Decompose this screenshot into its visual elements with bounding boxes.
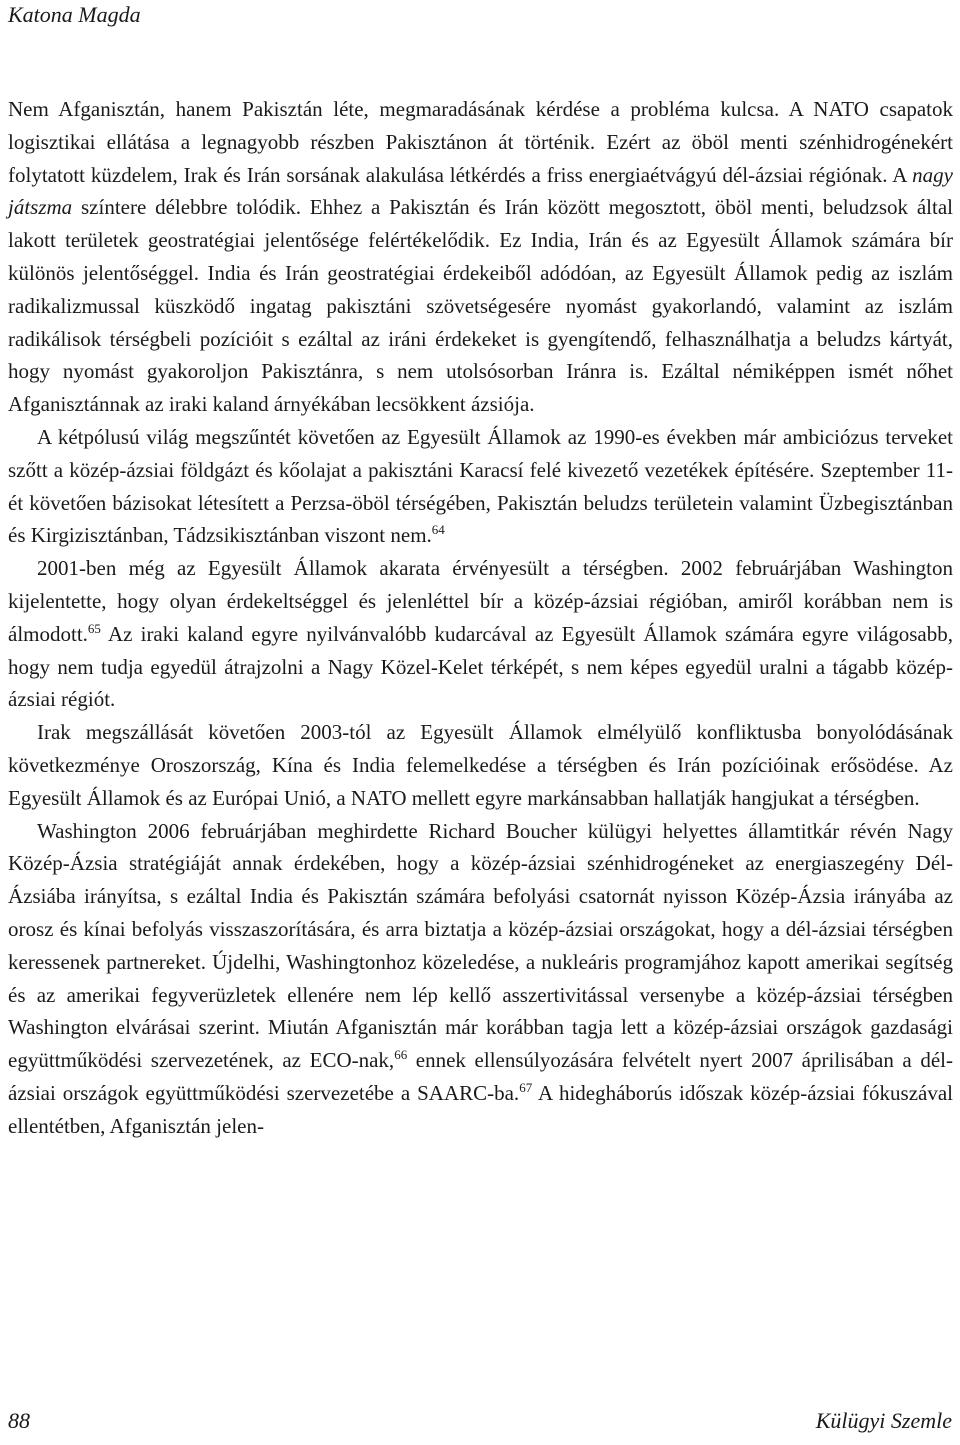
footnote-ref-67: 67: [519, 1079, 533, 1095]
text-segment: A kétpólusú világ megszűntét követően az Egyesült Államok az 1990-es években már ambiciózus terveket szőtt a közép-ázsiai földgázt és kőolajat a pakisztáni Karacsí felé kivezető vezetékek építésére. Szeptember 11-ét követően bázisokat létesített a Perzsa-öböl térségében, Pakisztán beludzs területein valamint Üzbegisztánban és Kirgizisztánban, Tádzsikisztánban viszont nem.: [8, 424, 953, 548]
italic-term: nagy játszma: [8, 162, 953, 220]
text-segment: A hidegháborús időszak közép-ázsiai fókuszával ellentétben, Afganisztán jelen-: [8, 1080, 953, 1138]
paragraph: [8, 815, 953, 1143]
paragraph: [8, 421, 953, 552]
text-segment: ennek ellensúlyozására felvételt nyert 2007 áprilisában a dél-ázsiai országok együttműködési szervezetébe a SAARC-ba.: [8, 1048, 954, 1105]
paragraph: [8, 716, 953, 814]
footnote-ref-64: 64: [431, 522, 445, 538]
text-segment: Washington 2006 februárjában meghirdette Richard Boucher külügyi helyettes államtitkár révén Nagy Közép-Ázsia stratégiáját annak érdekében, hogy a közép-ázsiai szénhidrogéneket az energiaszegény Dél-Ázsiába irányítsa, s ezáltal India és Pakisztán számára befolyási csatornát nyisson Közép-Ázsia irányába az orosz és kínai befolyás visszaszorítására, és arra biztatja a közép-ázsiai országokat, hogy a dél-ázsiai térségben keressenek partnereket. Újdelhi, Washingtonhoz közeledése, a nukleáris programjához kapott amerikai segítség és az amerikai fegyverüzletek ellenére nem lép kellő asszertivitással versenybe a közép-ázsiai térségben Washington elvárásai szerint. Miután Afganisztán már korábban tagja lett a közép-ázsiai országok gazdasági együttműködési szervezetének, az ECO-nak,: [8, 818, 953, 1073]
article-body: [8, 93, 953, 1143]
text-segment: Az iraki kaland egyre nyilvánvalóbb kudarcával az Egyesült Államok számára egyre világosabb, hogy nem tudja egyedül átrajzolni a Nagy Közel-Kelet térképét, s nem képes egyedül uralni a tágabb közép-ázsiai régiót.: [8, 621, 953, 712]
text-segment: Nem Afganisztán, hanem Pakisztán léte, megmaradásának kérdése a probléma kulcsa. A NATO csapatok logisztikai ellátása a legnagyobb részben Pakisztánon át történik. Ezért az öböl menti szénhidrogénekért folytatott küzdelem, Irak és Irán sorsának alakulása létkérdés a friss energiaétvágyú dél-ázsiai régiónak. A: [8, 97, 953, 187]
page-number: 88: [8, 1408, 30, 1433]
footnote-ref-66: 66: [394, 1047, 408, 1063]
footnote-ref-65: 65: [87, 620, 101, 636]
text-segment: Irak megszállását követően 2003-tól az Egyesült Államok elmélyülő konfliktusba bonyolódásának következménye Oroszország, Kína és India felemelkedése a térségben és Irán pozícióinak erősödése. Az Egyesült Államok és az Európai Unió, a NATO mellett egyre markánsabban hallatják hangjukat a térségben.: [8, 720, 953, 810]
paragraph: [8, 552, 953, 716]
text-segment: színtere délebbre tolódik. Ehhez a Pakisztán és Irán között megosztott, öböl menti, beludzsok által lakott területek geostratégiai jelentősége felértékelődik. Ez India, Irán és az Egyesült Államok számára bír különös jelentőséggel. India és Irán geostratégiai érdekeiből adódóan, az Egyesült Államok pedig az iszlám radikalizmussal küszködő ingatag pakisztáni szövetségesére nyomást gyakorlandó, valamint az iszlám radikálisok térségbeli pozícióit s ezáltal az iráni érdekeket is gyengítendő, felhasználhatja a beludzs kártyát, hogy nyomást gyakoroljon Pakisztánra, s nem utolsósorban Iránra is. Ezáltal némiképpen ismét nőhet Afganisztánnak az iraki kaland árnyékában lecsökkent ázsiója.: [8, 195, 953, 417]
text-segment: 2001-ben még az Egyesült Államok akarata érvényesült a térségben. 2002 februárjában Washington kijelentette, hogy olyan érdekeltséggel és jelenléttel bír a közép-ázsiai régióban, amiről korábban nem is álmodott.: [8, 556, 953, 646]
journal-title: Külügyi Szemle: [815, 1408, 952, 1433]
running-head-author: Katona Magda: [8, 2, 141, 27]
paragraph: [8, 93, 953, 421]
